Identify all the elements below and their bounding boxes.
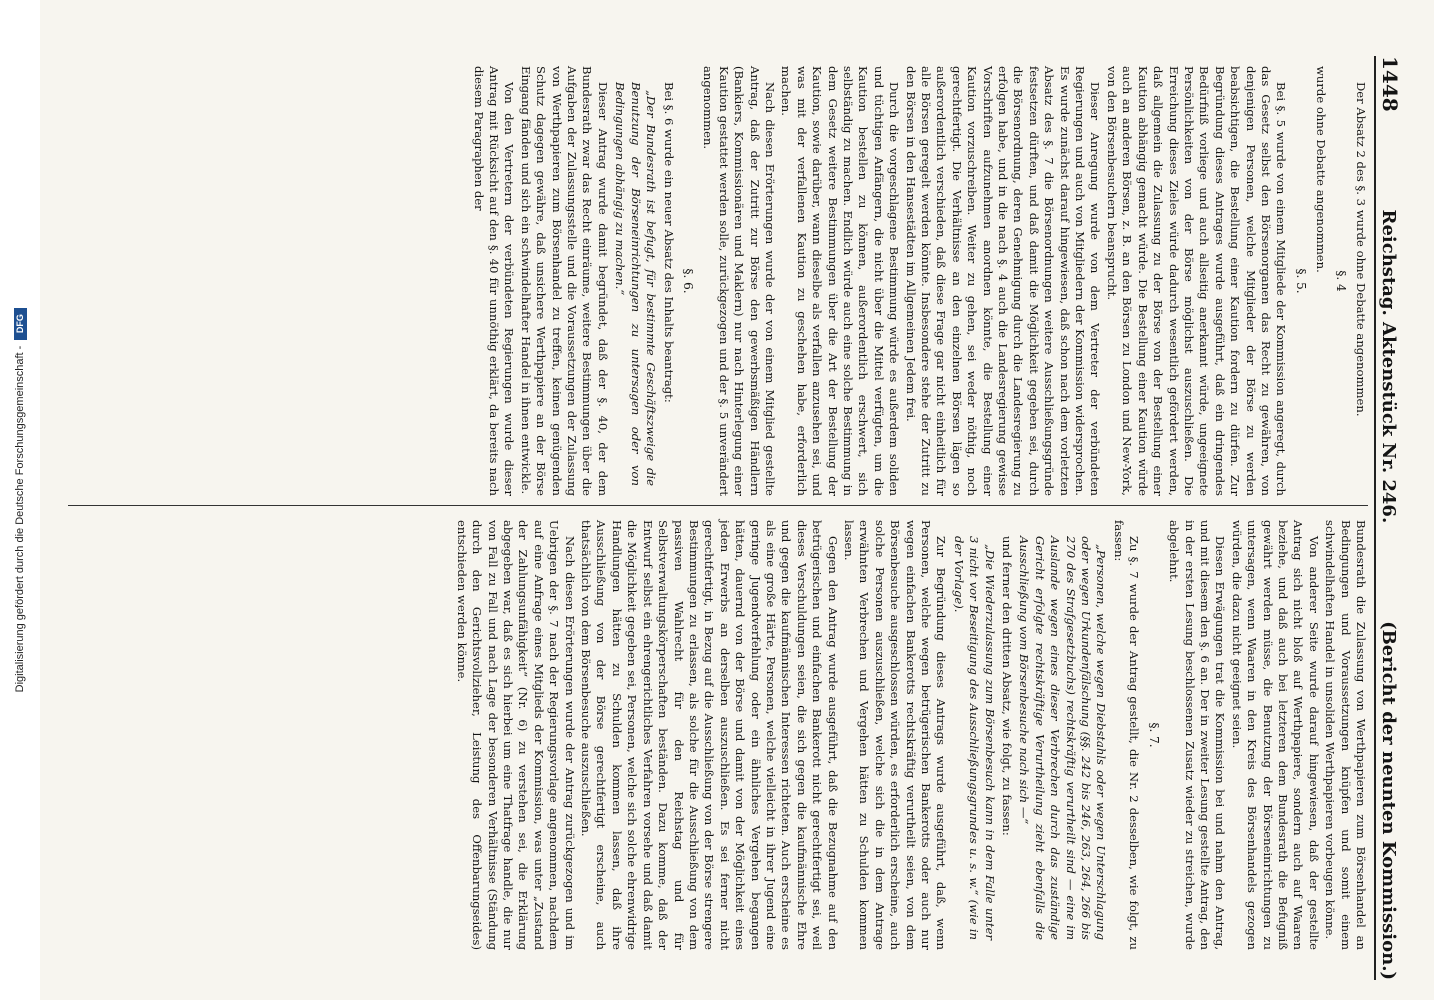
section-heading: §. 6. (680, 268, 695, 294)
section-heading: §. 7. (1146, 722, 1161, 748)
paragraph: Zu §. 7 wurde der Antrag gestellt, die Nr. 2 desselben, wie folgt, zu fassen: (1111, 520, 1142, 950)
credit-text: Digitalisierung gefördert durch die Deutsche Forschungsgemeinschaft - (14, 345, 26, 693)
column-divider (68, 505, 1368, 506)
section-heading: §. 4 (1333, 270, 1348, 292)
quoted-proposal: „Die Wiederzulassung zum Börsenbesuch kann in dem Falle unter 3 nicht vor Beseitigung des Ausschließungsgrundes u. s. w.“ (wie in der Vorlage). (951, 536, 997, 940)
paragraph: Diesen Erwägungen trat die Kommission bei und nahm den Antrag, und mit diesem den §. 6 an. Der in zweiter Lesung gestellte Antrag, den in der ersten Lesung beschlossenen Zusatz wieder zu streichen, wurde abgelehnt. (1167, 520, 1228, 950)
right-column (452, 520, 1368, 950)
rotated-page-content (40, 0, 1434, 1000)
section-heading: §. 5. (1293, 268, 1308, 294)
left-column (469, 66, 1368, 496)
page-header (1374, 56, 1412, 980)
paragraph: Nach diesen Erörterungen wurde der Antrag zurückgezogen und im Uebrigen der §. 7 nach der Regierungsvorlage angenommen, nachdem auf eine Anfrage eines Mitglieds der Kommission, was unter „Zustand der Zahlungsunfähigkeit“ (Nr. 6) zu verstehen sei, die Erklärung abgegeben war, daß es sich hierbei um eine Thatfrage handle, die nur von Fall zu Fall und nach Lage der besonderen Verhältnisse (Ständung durch den Gerichtsvollzieher, Leistung des Offenbarungseides) entschieden werden könne. (454, 520, 577, 950)
paragraph: Bei §. 5 wurde von einem Mitgliede der Kommission angeregt, durch das Gesetz selbst den Börsenorganen das Recht zu gewähren, von denjenigen Personen, welche Mitglieder der Börse zu werden beabsichtigen, die Bestellung einer Kaution fordern zu dürfen. Zur Begründung dieses Antrages wurde ausgeführt, daß ein dringendes Bedürfniß vorliege und auch allseitig anerkannt würde, ungeeignete Persönlichkeiten von der Börse möglichst auszuschließen. Die Erreichung dieses Zieles würde dadurch wesentlich gefördert werden, daß allgemein die Zulassung zu der Börse von der Bestellung einer Kaution abhängig gemacht würde. Die Bestellung einer Kaution würde auch an anderen Börsen, z. B. an den Börsen zu London und New-York, von den Börsenbesuchern beansprucht. (1104, 66, 1289, 496)
dfg-logo: DFG (14, 308, 27, 340)
paragraph: Bundesrath die Zulassung von Werthpapieren zum Börsenhandel an Bedingungen und Voraussetzungen knüpfen und somit einem schwindelhaften Handel in unsoliden Werthpapieren vorbeugen könne. (1323, 520, 1368, 950)
paragraph: Von anderer Seite wurde darauf hingewiesen, daß der gestellte Antrag sich nicht bloß auf Werthpapiere, sondern auch auf Waaren beziehe, und daß auch bei letzteren dem Bundesrath die Befugniß gewährt werden müsse, die Benutzung der Börseneinrichtungen zu untersagen, wenn Waaren in den Kreis des Börsenhandels gezogen würden, die dazu nicht geeignet seien. (1229, 520, 1321, 950)
paragraph: Dieser Anregung wurde von dem Vertreter der verbündeten Regierungen und auch von Mitgliedern der Kommission widersprochen. Es wurde zunächst darauf hingewiesen, daß schon nach dem vorletzten Absatz des §. 7 die Börsenordnungen weitere Ausschließungsgründe festsetzen dürften, und daß damit die Möglichkeit gegeben sei, durch die Börsenordnung, deren Genehmigung durch die Landesregierung zu erfolgen habe, und in die nach §. 4 auch die Landesregierung gewisse Vorschriften aufzunehmen anordnen könnte, die Bestellung einer Kaution vorzuschreiben. Weiter zu gehen, sei weder nöthig, noch gerechtfertigt. Die Verhältnisse an den einzelnen Börsen lägen so außerordentlich verschieden, daß diese Frage gar nicht einheitlich für alle Börsen geregelt werden könnte. Insbesondere stehe der Zutritt zu den Börsen in den Hansestädten im Allgemeinen Jedem frei. (903, 66, 1103, 496)
paragraph: und ferner den dritten Absatz, wie folgt, zu fassen: (1000, 536, 1015, 836)
page-title: Reichstag. Aktenstück Nr. 246. (1378, 209, 1399, 524)
scanned-page (40, 0, 1434, 1000)
paragraph: Der Absatz 2 des §. 3 wurde ohne Debatte angenommen. (1354, 82, 1368, 417)
paragraph: Von den Vertretern der verbündeten Regierungen wurde dieser Antrag mit Rücksicht auf den §. 40 für unnöthig erklärt, da bereits nach diesem Paragraphen der (471, 66, 517, 496)
paragraph: wurde ohne Debatte angenommen. (1314, 66, 1329, 273)
paragraph: Durch die vorgeschlagene Bestimmung würde es außerdem soliden und tüchtigen Anfängern, die nicht über die Mittel verfügten, um die Kaution bestellen zu können, außerordentlich erschwert, sich selbständig zu machen. Endlich würde auch eine solche Bestimmung in dem Gesetz weitere Bestimmungen über die Art der Bestellung der Kaution, sowie darüber, wann dieselbe als verfallen anzusehen sei, und was mit der verfallenen Kaution zu geschehen habe, erforderlich machen. (779, 66, 902, 496)
quoted-proposal: „Personen, welche wegen Diebstahls oder wegen Unterschlagung oder wegen Urkundenfälschung (§§. 242 bis 246, 263, 264, 266 bis 270 des Strafgesetzbuchs) rechtskräftig verurtheilt sind — eine im Auslande wegen eines dieser Verbrechen durch das zuständige Gericht erfolgte rechtskräftige Verurtheilung zieht ebenfalls die Ausschließung vom Börsenbesuche nach sich —“ (1017, 536, 1109, 940)
quoted-proposal: „Der Bundesrath ist befugt, für bestimmte Geschäftszweige die Benutzung der Börseneinrichtungen zu untersagen oder von Bedingungen abhängig zu machen.“ (613, 82, 659, 486)
paragraph: Bei §. 6 wurde ein neuer Absatz des Inhalts beantragt: (661, 82, 676, 403)
paragraph: Dieser Antrag wurde damit begründet, daß der §. 40, der dem Bundesrath zwar das Recht einräume, weitere Bestimmungen über die Aufgaben der Zulassungsstelle und die Voraussetzungen der Zulassung von Werthpapieren zum Börsenhandel zu treffen, keinen genügenden Schutz dagegen gewähre, daß unsichere Werthpapiere an der Börse Eingang fänden und sich ein schwindelhafter Handel in ihnen entwickle. (518, 66, 610, 496)
paragraph: Gegen den Antrag wurde ausgeführt, daß die Bezugnahme auf den betrügerischen und einfachen Bankerott nicht gerechtfertigt sei, weil dieses Verschuldungen seien, die sich gegen die kaufmännische Ehre und gegen die kaufmännischen Interessen richteten. Auch erscheine es als eine große Härte, Personen, welche vielleicht in ihrer Jugend eine geringe Jugendverfehlung oder ein ähnliches Vergehen begangen hätten, dauernd von der Börse und damit von der Möglichkeit eines jeden Erwerbs an derselben auszuschließen. Es sei ferner nicht gerechtfertigt, in Bezug auf die Ausschließung von der Börse strengere Bestimmungen zu erlassen, als solche für die Ausschließung von dem passiven Wahlrecht für den Reichstag und für Selbstverwaltungskörperschaften beständen. Dazu komme, daß der Entwurf selbst ein ehrengerichtliches Verfahren vorsehe und daß damit die Möglichkeit gegeben sei, Personen, welche sich solche ehrenwidrige Handlungen hätten zu Schulden kommen lassen, daß ihre Ausschließung von der Börse gerechtfertigt erscheine, auch thatsächlich von dem Börsenbesuche auszuschließen. (579, 520, 840, 950)
digitization-credit (0, 0, 40, 1000)
page-number: 1448 (1378, 56, 1402, 112)
paragraph: Nach diesen Erörterungen wurde der von einem Mitglied gestellte Antrag, daß der Zutritt zur Börse den gewerbsmäßigen Händlern (Bankiers, Kommissionären und Maklern) nur nach Hinterlegung einer Kaution gestattet werden solle, zurückgezogen und der §. 5 unverändert angenommen. (701, 66, 777, 496)
paragraph: Zur Begründung dieses Antrags wurde ausgeführt, daß, wenn Personen, welche wegen betrügerischen Bankerotts oder auch nur wegen einfachen Bankerotts rechtskräftig verurtheilt seien, von dem Börsenbesuche ausgeschlossen würden, es erforderlich erscheine, auch solche Personen auszuschließen, welche sich die in dem Antrage erwähnten Verbrechen und Vergehen hätten zu Schulden kommen lassen. (842, 520, 949, 950)
page-subtitle: (Bericht der neunten Kommission.) (1378, 621, 1399, 980)
